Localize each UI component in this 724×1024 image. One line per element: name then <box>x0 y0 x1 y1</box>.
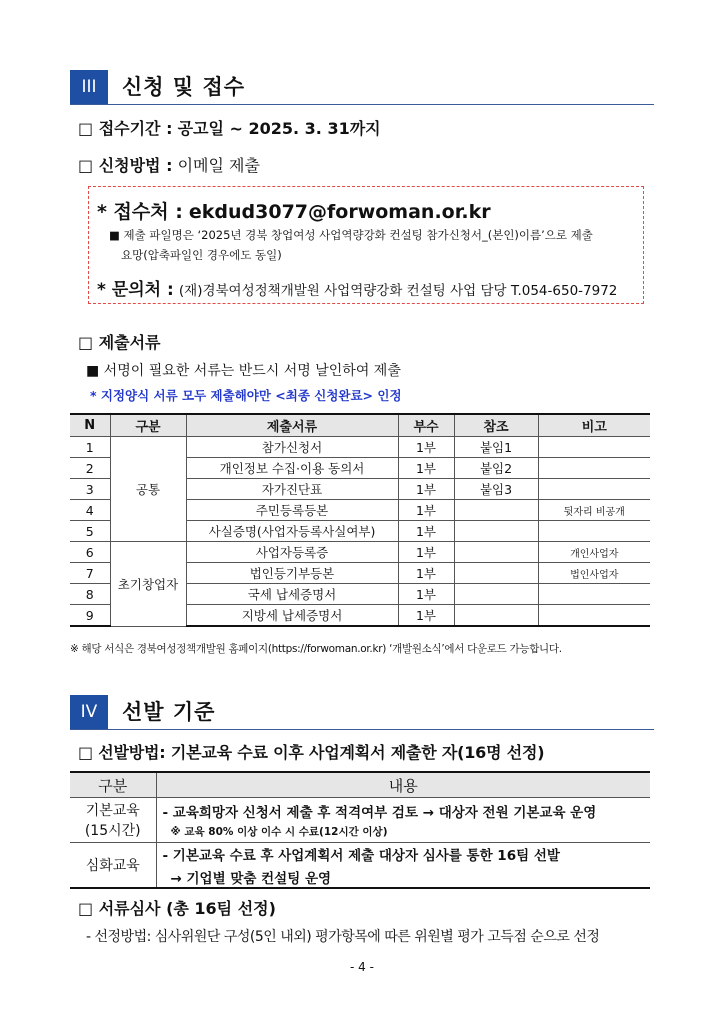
basic-education-label: 기본교육 <box>85 803 140 819</box>
row-number: 3 <box>70 479 110 500</box>
col-n: N <box>70 414 110 437</box>
row-number: 6 <box>70 542 110 563</box>
method-value: 이메일 제출 <box>177 156 260 175</box>
screening-method: - 선정방법: 심사위원단 구성(5인 내외) 평가항목에 따른 위원별 평가 고득점 순으로 선정 <box>86 929 600 945</box>
basic-content-line-1: - 교육희망자 신청서 제출 후 적격여부 검토 → 대상자 전원 기본교육 운영 <box>162 805 597 821</box>
row-reference <box>454 563 538 584</box>
row-reference <box>454 521 538 542</box>
table-row <box>70 542 650 563</box>
advanced-content-line-2: → 기업별 맞춤 컨설팅 운영 <box>170 870 332 887</box>
period-value: 공고일 ~ 2025. 3. 31까지 <box>177 119 381 138</box>
application-method <box>78 153 260 176</box>
row-remark <box>538 584 650 605</box>
filename-note-1: ■ 제출 파일명은 ‘2025년 경북 창업여성 사업역량강화 컨설팅 참가신청서_(본인)이름’으로 제출 <box>109 228 593 242</box>
row-copies: 1부 <box>398 605 454 627</box>
col-category: 구분 <box>110 414 186 437</box>
section-3-header <box>70 70 654 105</box>
table-row <box>70 437 650 458</box>
col-remarks: 비고 <box>538 414 650 437</box>
row-document: 참가신청서 <box>186 437 398 458</box>
row-remark <box>538 605 650 627</box>
row-remark <box>538 437 650 458</box>
inquiry-value: (재)경북여성정책개발원 사업역량강화 컨설팅 사업 담당 T.054-650-7972 <box>178 283 618 299</box>
page-number: - 4 - <box>350 960 374 974</box>
row-copies: 1부 <box>398 458 454 479</box>
advanced-education-content <box>156 843 650 889</box>
advanced-content-line-1: - 기본교육 수료 후 사업계획서 제출 대상자 심사를 통한 16팀 선발 <box>162 847 560 864</box>
row-reference <box>454 605 538 627</box>
row-reference: 붙임3 <box>454 479 538 500</box>
email-line <box>97 197 491 224</box>
row-number: 2 <box>70 458 110 479</box>
row-copies: 1부 <box>398 584 454 605</box>
docs-title: □ 제출서류 <box>78 333 161 352</box>
period-label: □ 접수기간 : <box>78 119 173 138</box>
table-row <box>70 798 650 843</box>
row-remark: 법인사업자 <box>538 563 650 584</box>
section-3-title: 신청 및 접수 <box>122 75 246 99</box>
row-number: 5 <box>70 521 110 542</box>
row-number: 9 <box>70 605 110 627</box>
email-address[interactable]: ekdud3077@forwoman.or.kr <box>188 201 491 223</box>
section-4-number: IV <box>70 695 108 729</box>
row-copies: 1부 <box>398 563 454 584</box>
row-document: 사실증명(사업자등록사실여부) <box>186 521 398 542</box>
selection-table <box>70 771 650 889</box>
selection-method: □ 선발방법: 기본교육 수료 이후 사업계획서 제출한 자(16명 선정) <box>78 743 545 762</box>
basic-education-cell <box>70 798 156 843</box>
email-label: * 접수처 : <box>97 201 183 223</box>
advanced-education-label: 심화교육 <box>70 843 156 889</box>
row-remark: 뒷자리 비공개 <box>538 500 650 521</box>
row-document: 개인정보 수집·이용 동의서 <box>186 458 398 479</box>
row-copies: 1부 <box>398 521 454 542</box>
basic-content-line-2: ※ 교육 80% 이상 이수 시 수료(12시간 이상) <box>170 826 388 838</box>
basic-education-content <box>156 798 650 843</box>
col-document: 제출서류 <box>186 414 398 437</box>
row-copies: 1부 <box>398 437 454 458</box>
basic-education-hours: (15시간) <box>84 823 141 839</box>
col-copies: 부수 <box>398 414 454 437</box>
row-copies: 1부 <box>398 479 454 500</box>
section-3-number: III <box>70 70 108 104</box>
row-number: 1 <box>70 437 110 458</box>
row-document: 지방세 납세증명서 <box>186 605 398 627</box>
inquiry-line <box>97 275 617 300</box>
row-document: 주민등록등본 <box>186 500 398 521</box>
screening-title: □ 서류심사 (총 16팀 선정) <box>78 899 276 918</box>
selection-table-header <box>70 772 650 798</box>
section-4-header <box>70 695 654 730</box>
download-footnote: ※ 해당 서식은 경북여성정책개발원 홈페이지(https://forwoman.or.kr) ‘개발원소식’에서 다운로드 가능합니다. <box>70 643 562 655</box>
row-copies: 1부 <box>398 542 454 563</box>
docs-signature-note: ■ 서명이 필요한 서류는 반드시 서명 날인하여 제출 <box>86 363 401 379</box>
row-remark <box>538 458 650 479</box>
row-reference <box>454 584 538 605</box>
row-document: 자가진단표 <box>186 479 398 500</box>
row-number: 7 <box>70 563 110 584</box>
row-remark <box>538 479 650 500</box>
contact-box <box>88 186 644 304</box>
row-reference: 붙임2 <box>454 458 538 479</box>
row-reference <box>454 500 538 521</box>
row-document: 사업자등록증 <box>186 542 398 563</box>
table-row <box>70 843 650 889</box>
row-number: 4 <box>70 500 110 521</box>
row-reference: 붙임1 <box>454 437 538 458</box>
col-category: 구분 <box>70 772 156 798</box>
col-content: 내용 <box>156 772 650 798</box>
section-4-title: 선발 기준 <box>122 700 216 724</box>
row-document: 법인등기부등본 <box>186 563 398 584</box>
application-period <box>78 116 381 139</box>
row-number: 8 <box>70 584 110 605</box>
method-label: □ 신청방법 : <box>78 156 173 175</box>
inquiry-label: * 문의처 : <box>97 280 174 300</box>
documents-table-header <box>70 414 650 437</box>
docs-required-note: * 지정양식 서류 모두 제출해야만 <최종 신청완료> 인정 <box>90 388 402 403</box>
row-remark: 개인사업자 <box>538 542 650 563</box>
filename-note-2: 요망(압축파일인 경우에도 동일) <box>121 248 282 262</box>
row-document: 국세 납세증명서 <box>186 584 398 605</box>
row-copies: 1부 <box>398 500 454 521</box>
documents-table <box>70 413 650 627</box>
group-early-stage: 초기창업자 <box>110 542 186 627</box>
row-remark <box>538 521 650 542</box>
row-reference <box>454 542 538 563</box>
col-reference: 참조 <box>454 414 538 437</box>
group-common: 공통 <box>110 437 186 542</box>
